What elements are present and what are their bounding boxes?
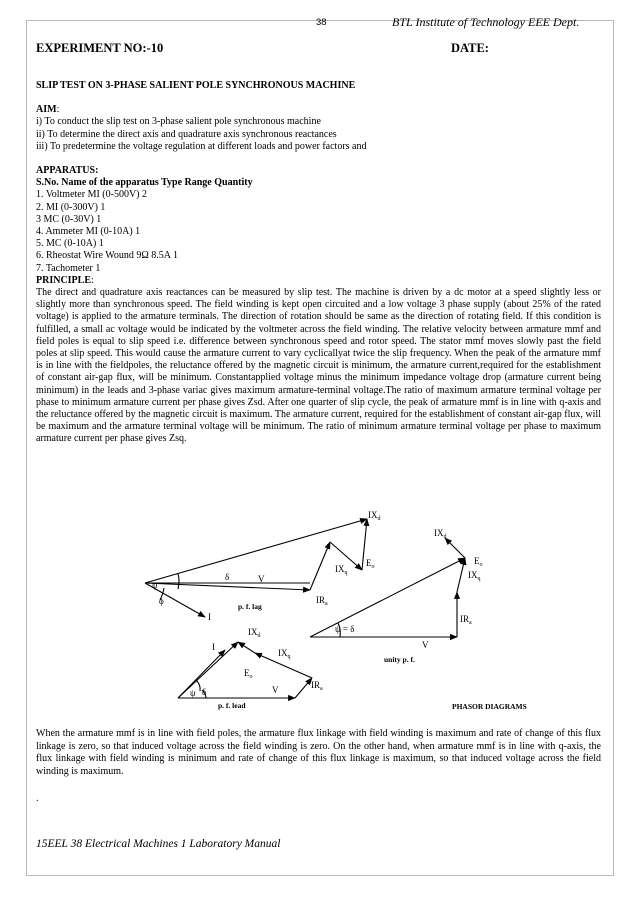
principle-text: The direct and quadrature axis reactances can be measured by slip test. The machine is driven by a dc motor at a speed slightly less or slightly more than synchronous speed. The field winding is kept open circuited and a low voltage 3 phase supply (about 25% of the rated voltage) is applied to the armature terminals. The direction of rotation should be same as the direction of rotating field. If this condition is fulfilled, a small ac voltage would be indicated by the voltmeter across the field winding. The relative velocity between armature mmf and field poles is equal to slip speed i.e. difference between synchronous speed and rotor speed. The stator mmf moves slowly past the field poles at slip speed. This would cause the armature current to vary cyclicallyat twice the slip frequency. When the peak of the armature mmf is in line with the fieldpoles, the reluctance offered by the magnetic circuit is minimum, the armature current,required for the establishment of constant air-gap flux, will be minimum. Constantapplied voltage minus the minimum impedance voltage drop (armature current being minimum) in the leads and 3-phase variac gives maximum armature-terminal voltage.The ratio of maximum armature terminal voltage per phase to minimum armature current per phase gives Zsd. After one quarter of slip cycle, the peak of armature mmf is in line with q-axis and the reluctance offered by the magnetic circuit is maximum. The armature current, required for the establishment of constant air-gap flux, will be maximum and the armature terminal voltage will be minimum. The ratio of minimum armature terminal voltage per phase to maximum armature current per phase gives Zsq.	[36, 287, 601, 445]
apparatus-item: 1. Voltmeter MI (0-500V) 2	[36, 189, 148, 201]
trailing-dot: .	[36, 793, 39, 804]
apparatus-item: 5. MC (0-10A) 1	[36, 238, 104, 250]
phasor-eo-unity	[310, 558, 465, 637]
date-label: DATE:	[451, 41, 489, 55]
label-delta-lead: δ	[202, 687, 207, 697]
label-ixq-lead: $IX_q$	[278, 648, 291, 660]
principle-heading-line: PRINCIPLE:	[36, 274, 94, 286]
caption-pf-lag: p. f. lag	[238, 602, 262, 611]
apparatus-item: 7. Tachometer 1	[36, 262, 101, 274]
label-i-lead: I	[212, 642, 215, 652]
apparatus-item: 3 MC (0-30V) 1	[36, 213, 102, 225]
label-v-unity: V	[422, 640, 429, 650]
page-number: 38	[316, 17, 327, 28]
label-ixq-lag: $IX_q$	[335, 564, 348, 576]
phasor-diagrams-caption: PHASOR DIAGRAMS	[452, 702, 527, 711]
apparatus-table-header: S.No. Name of the apparatus Type Range Quantity	[36, 177, 253, 189]
label-ira-lag: $IR_a$	[316, 595, 328, 607]
label-psi-lag: ψ	[152, 580, 158, 590]
label-eo-lead: $E_o$	[244, 668, 253, 680]
aim-item: iii) To predetermine the voltage regulation at different loads and power factors and	[36, 140, 367, 152]
aim-heading-line: AIM:	[36, 104, 60, 116]
label-ixd-lead: $IX_d$	[248, 627, 261, 639]
phasor-ira-lag	[310, 542, 330, 590]
label-ixd-unity: $IX_d$	[434, 528, 447, 540]
label-phi-lag: ϕ	[159, 596, 164, 606]
experiment-number: EXPERIMENT NO:-10	[36, 41, 164, 55]
apparatus-item: 6. Rheostat Wire Wound 9Ω 8.5A 1	[36, 250, 178, 262]
main-content	[36, 80, 601, 446]
label-ira-unity: $IR_a$	[460, 614, 472, 626]
label-psi-lead: ψ	[190, 688, 196, 698]
label-delta-lag: δ	[225, 572, 230, 582]
aim-item: ii) To determine the direct axis and quadrature axis synchronous reactances	[36, 128, 337, 140]
phasor-ira-lead	[295, 678, 312, 698]
phasor-ixd-lead	[238, 642, 255, 653]
caption-pf-lead: p. f. lead	[218, 701, 246, 710]
label-eo-lag: $E_o$	[366, 558, 375, 570]
phasor-eo-lag	[145, 519, 367, 583]
label-ira-lead: $IR_a$	[311, 680, 323, 692]
angle-arc-psi-lead	[196, 680, 200, 691]
aim-heading: AIM	[36, 104, 57, 116]
phasor-ixq-unity	[457, 558, 465, 592]
experiment-title: SLIP TEST ON 3-PHASE SALIENT POLE SYNCHRONOUS MACHINE	[36, 80, 356, 91]
apparatus-heading: APPARATUS:	[36, 165, 99, 177]
label-v-lag: V	[258, 574, 265, 584]
department-header: BTL Institute of Technology EEE Dept.	[392, 15, 580, 29]
label-eo-unity: $E_o$	[474, 556, 483, 568]
apparatus-item: 4. Ammeter MI (0-10A) 1	[36, 226, 141, 238]
phasor-diagrams-svg	[130, 510, 620, 715]
phasor-eo-lead	[178, 642, 238, 698]
label-i-lag: I	[208, 612, 211, 622]
angle-arc-delta-lag	[178, 574, 179, 589]
phasor-ixd-unity	[445, 538, 465, 558]
caption-unity-pf: unity p. f.	[384, 655, 415, 664]
field-winding-paragraph: When the armature mmf is in line with field poles, the armature flux linkage with field winding is maximum and rate of change of this flux linkage is zero, so that induced voltage across the field winding is zero. On the other hand, when armature mmf is in line with q-axis, the flux linkage with field winding is minimum and rate of change of this flux linkage is maximum, so that induced voltage across the field winding is maximum.	[36, 728, 601, 777]
phasor-diagrams	[130, 510, 620, 715]
apparatus-item: 2. MI (0-300V) 1	[36, 201, 106, 213]
aim-item: i) To conduct the slip test on 3-phase salient pole synchronous machine	[36, 116, 321, 128]
label-psi-delta-unity: ψ = δ	[335, 624, 355, 634]
label-v-lead: V	[272, 685, 279, 695]
phasor-v-lag	[145, 583, 310, 590]
principle-heading: PRINCIPLE	[36, 274, 92, 286]
label-ixd-lag: $IX_d$	[368, 510, 381, 522]
label-ixq-unity: $IX_q$	[468, 570, 481, 582]
footer: 15EEL 38 Electrical Machines 1 Laboratory Manual	[36, 838, 281, 850]
